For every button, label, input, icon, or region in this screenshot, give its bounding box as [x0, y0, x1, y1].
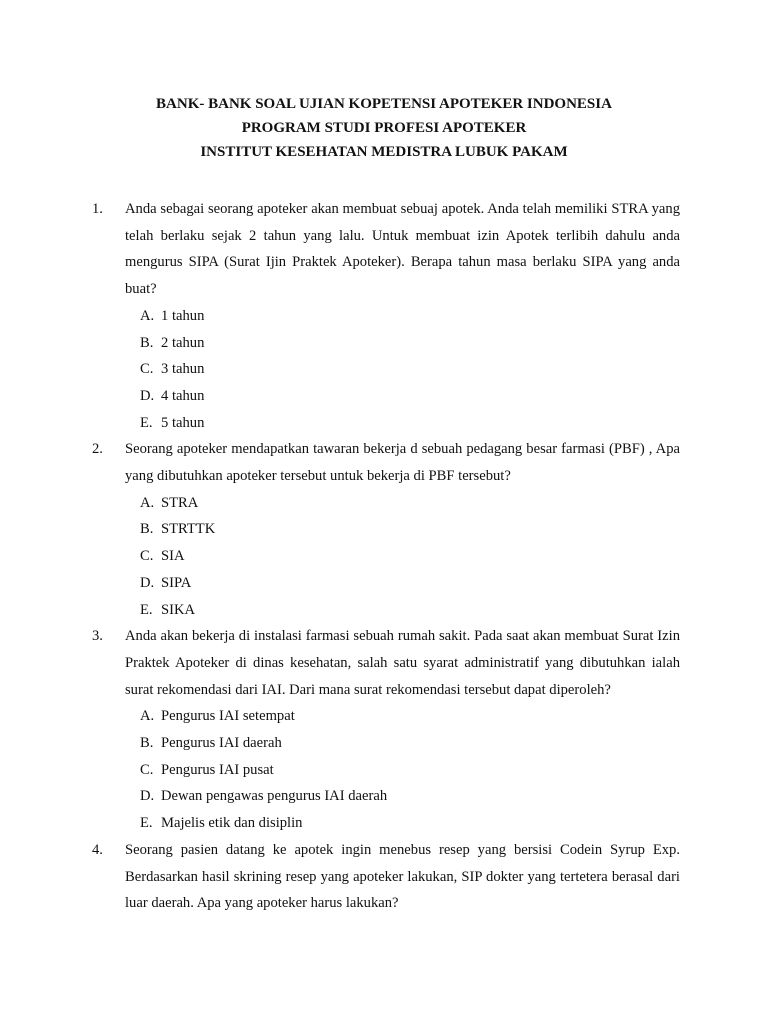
question-text: Seorang pasien datang ke apotek ingin menebus resep yang bersisi Codein Syrup Exp. Berdasarkan hasil skrining resep yang apoteker lakukan, SIP dokter yang tertetera berasal dari luar daerah. Apa yang apoteker harus lakukan?: [125, 841, 680, 912]
header-program: PROGRAM STUDI PROFESI APOTEKER: [241, 120, 527, 136]
option-letter: E.: [140, 414, 153, 431]
option-c: [92, 356, 680, 383]
option-d: [92, 570, 680, 597]
option-letter: A.: [140, 708, 155, 725]
option-letter: B.: [140, 735, 154, 752]
option-text: Pengurus IAI daerah: [161, 735, 282, 752]
question-text: Seorang apoteker mendapatkan tawaran bekerja d sebuah pedagang besar farmasi (PBF) , Apa yang dibutuhkan apoteker tersebut untuk bekerja di PBF tersebut?: [125, 441, 680, 485]
option-letter: D.: [140, 788, 155, 805]
option-b: [92, 730, 680, 757]
option-text: SIA: [161, 548, 185, 565]
option-letter: B.: [140, 521, 154, 538]
header-institution: INSTITUT KESEHATAN MEDISTRA LUBUK PAKAM: [200, 144, 568, 160]
question-list: [92, 196, 680, 917]
option-text: STRA: [161, 494, 199, 511]
question-number: 2.: [92, 441, 103, 458]
option-text: 3 tahun: [161, 361, 205, 378]
option-letter: D.: [140, 574, 155, 591]
option-text: SIKA: [161, 601, 196, 618]
option-text: 1 tahun: [161, 307, 205, 324]
option-letter: A.: [140, 494, 155, 511]
option-a: [92, 303, 680, 330]
option-text: 4 tahun: [161, 387, 205, 404]
option-letter: C.: [140, 761, 154, 778]
question-number: 1.: [92, 201, 103, 217]
question-text: Anda akan bekerja di instalasi farmasi sebuah rumah sakit. Pada saat akan membuat Surat Izin Praktek Apoteker di dinas kesehatan, salah satu syarat administratif yang dibutuhkan ialah surat rekomendasi dari IAI. Dari mana surat rekomendasi tersebut dapat diperoleh?: [125, 628, 680, 698]
question-2: [92, 436, 680, 623]
option-letter: D.: [140, 387, 155, 404]
question-number: 3.: [92, 628, 103, 645]
option-letter: E.: [140, 815, 153, 832]
option-a: [92, 490, 680, 517]
option-text: STRTTK: [161, 521, 216, 538]
option-e: [92, 810, 680, 837]
option-text: 5 tahun: [161, 414, 205, 431]
option-b: [92, 516, 680, 543]
option-d: [92, 383, 680, 410]
option-letter: A.: [140, 307, 155, 324]
option-letter: C.: [140, 548, 154, 565]
option-e: [92, 410, 680, 437]
option-letter: C.: [140, 361, 154, 378]
question-3: [92, 623, 680, 837]
option-c: [92, 543, 680, 570]
option-letter: B.: [140, 334, 154, 351]
document-header: [0, 92, 768, 164]
option-list: [92, 703, 680, 837]
question-number: 4.: [92, 841, 103, 858]
option-text: Pengurus IAI setempat: [161, 708, 295, 725]
option-text: 2 tahun: [161, 334, 205, 351]
option-b: [92, 330, 680, 357]
option-e: [92, 597, 680, 624]
option-text: Pengurus IAI pusat: [161, 761, 274, 778]
option-text: Majelis etik dan disiplin: [161, 815, 303, 832]
option-c: [92, 757, 680, 784]
question-1: [92, 196, 680, 436]
header-title: BANK- BANK SOAL UJIAN KOPETENSI APOTEKER INDONESIA: [156, 96, 612, 112]
option-text: SIPA: [161, 574, 192, 591]
option-d: [92, 783, 680, 810]
option-text: Dewan pengawas pengurus IAI daerah: [161, 788, 388, 805]
option-letter: E.: [140, 601, 153, 618]
question-text: Anda sebagai seorang apoteker akan membuat sebuaj apotek. Anda telah memiliki STRA yang telah berlaku sejak 2 tahun yang lalu. Untuk membuat izin Apotek terlibih dahulu anda mengurus SIPA (Surat Ijin Praktek Apoteker). Berapa tahun masa berlaku SIPA yang anda buat?: [125, 201, 680, 298]
question-4: [92, 837, 680, 917]
option-a: [92, 703, 680, 730]
option-list: [92, 490, 680, 624]
option-list: [92, 303, 680, 437]
